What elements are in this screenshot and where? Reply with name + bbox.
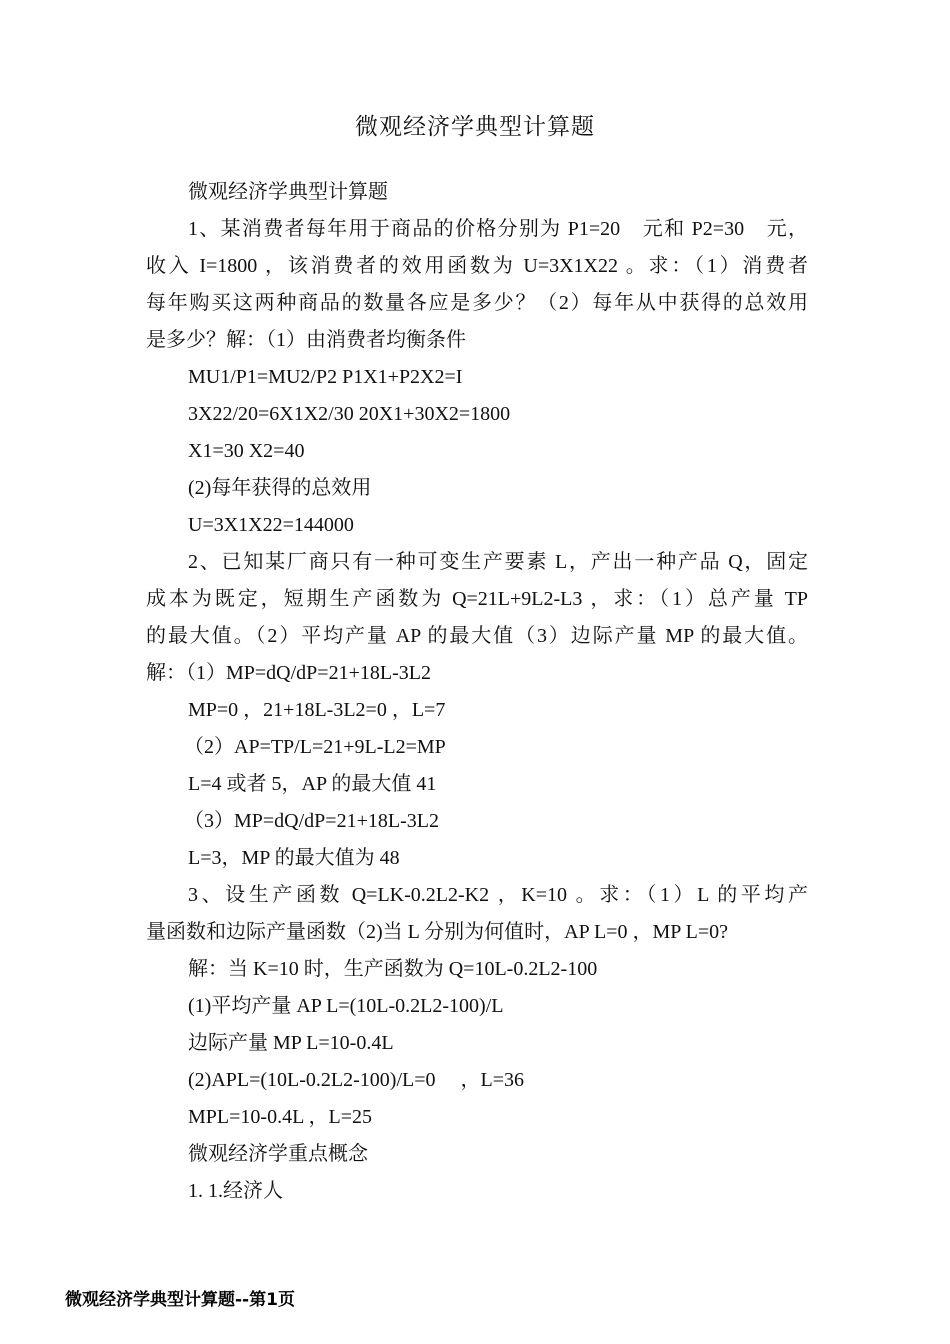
- text-line: 1、某消费者每年用于商品的价格分别为 P1=20 元和 P2=30 元，: [188, 218, 808, 240]
- text-line: 的最大值。（2）平均产量 AP 的最大值（3）边际产量 MP 的最大值。: [146, 625, 808, 647]
- text-line: (1)平均产量 AP L=(10L-0.2L2-100)/L: [188, 995, 504, 1017]
- text-line: 量函数和边际产量函数（2)当 L 分别为何值时，AP L=0 ，MP L=0?: [146, 921, 728, 943]
- text-line: MPL=10-0.4L ，L=25: [188, 1106, 373, 1128]
- text-line: L=4 或者 5，AP 的最大值 41: [188, 773, 437, 795]
- text-line: 3、设生产函数 Q=LK-0.2L2-K2 ，K=10 。求：（1）L 的平均产: [188, 884, 808, 906]
- text-line: L=3，MP 的最大值为 48: [188, 847, 400, 869]
- text-line: 是多少？解：（1）由消费者均衡条件: [146, 329, 466, 351]
- text-line: 解：（1）MP=dQ/dP=21+18L-3L2: [146, 662, 431, 684]
- text-line: MU1/P1=MU2/P2 P1X1+P2X2=I: [188, 366, 463, 388]
- text-line: 2、已知某厂商只有一种可变生产要素 L，产出一种产品 Q，固定: [188, 551, 808, 573]
- text-line: 每年购买这两种商品的数量各应是多少？（2）每年从中获得的总效用: [146, 292, 808, 314]
- text-line: (2)每年获得的总效用: [188, 477, 372, 499]
- text-line: 收入 I=1800 ，该消费者的效用函数为 U=3X1X22 。求：（1）消费者: [146, 255, 808, 277]
- document-title: 微观经济学典型计算题: [355, 114, 595, 140]
- text-line: U=3X1X22=144000: [188, 514, 354, 536]
- text-line: （2）AP=TP/L=21+9L-L2=MP: [184, 736, 446, 758]
- text-line: 1. 1.经济人: [188, 1180, 283, 1202]
- text-line: (2)APL=(10L-0.2L2-100)/L=0 ，L=36: [188, 1069, 525, 1091]
- text-line: 成本为既定，短期生产函数为 Q=21L+9L2-L3 ，求：（1）总产量 TP: [146, 588, 808, 610]
- text-line: X1=30 X2=40: [188, 440, 305, 462]
- text-line: 边际产量 MP L=10-0.4L: [188, 1032, 394, 1054]
- document-body: [146, 174, 808, 1210]
- text-line: 微观经济学典型计算题: [188, 181, 388, 203]
- text-line: 解：当 K=10 时，生产函数为 Q=10L-0.2L2-100: [188, 958, 598, 980]
- text-line: MP=0 ，21+18L-3L2=0 ，L=7: [188, 699, 446, 721]
- text-line: 3X22/20=6X1X2/30 20X1+30X2=1800: [188, 403, 511, 425]
- text-line: （3）MP=dQ/dP=21+18L-3L2: [184, 810, 439, 832]
- page-footer: 微观经济学典型计算题--第1页: [65, 1290, 295, 1310]
- text-line: 微观经济学重点概念: [188, 1143, 368, 1165]
